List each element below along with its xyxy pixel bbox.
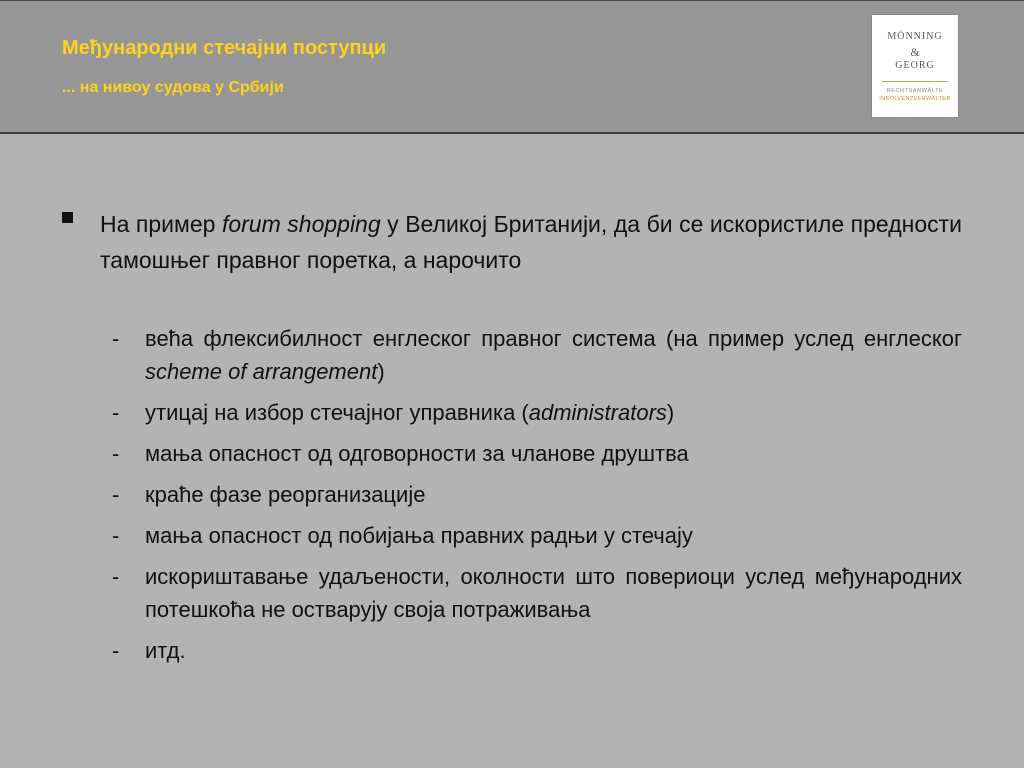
dash-bullet: - xyxy=(112,482,120,507)
slide-header xyxy=(0,0,1024,134)
logo-line-2: & xyxy=(910,45,920,59)
square-bullet-icon xyxy=(62,212,73,223)
logo-line-1: MÖNNING xyxy=(887,31,943,42)
list-item xyxy=(100,560,962,626)
list-item-text: мања опасност од побијања правних радњи у стечају xyxy=(145,523,693,548)
list-item xyxy=(100,396,962,429)
logo-line-4: RECHTSANWÄLTE xyxy=(886,88,944,94)
slide-title: Међународни стечајни поступци xyxy=(62,37,387,59)
list-item-text: итд. xyxy=(145,638,186,663)
list-item xyxy=(100,437,962,470)
list-item-italic: scheme of arrangement xyxy=(145,359,378,384)
slide-subtitle: ... на нивоу судова у Србији xyxy=(62,79,284,96)
list-item-text: искориштавање удаљености, околности што повериоци услед међународних потешкоћа не остварују своја потраживања xyxy=(145,564,962,622)
dash-bullet: - xyxy=(112,400,120,425)
dash-bullet: - xyxy=(112,523,120,548)
list-item xyxy=(100,322,962,388)
dash-bullet: - xyxy=(112,326,120,351)
dash-bullet: - xyxy=(112,441,120,466)
company-logo xyxy=(871,14,959,118)
list-item xyxy=(100,634,962,667)
main-bullet-part2: у Великој Британији, да би се искористиле предности тамошњег правног поретка, а нарочито xyxy=(100,211,962,273)
list-item-text: већа флексибилност енглеског правног система (на пример услед енглеског xyxy=(145,326,962,351)
list-item-text-end: ) xyxy=(377,359,385,384)
main-bullet-italic: forum shopping xyxy=(221,211,381,237)
logo-line-5: INSOLVENZVERWALTER xyxy=(879,96,951,102)
list-item-text-end: ) xyxy=(666,400,675,425)
sub-bullet-list xyxy=(100,322,962,675)
main-bullet-part1: На пример xyxy=(100,211,222,237)
list-item-text: краће фазе реорганизације xyxy=(145,482,426,507)
dash-bullet: - xyxy=(112,564,120,589)
main-bullet-text xyxy=(100,206,962,278)
dash-bullet: - xyxy=(112,638,120,663)
list-item xyxy=(100,519,962,552)
list-item-italic: administrators xyxy=(528,400,667,425)
slide-content xyxy=(0,134,1024,768)
list-item xyxy=(100,478,962,511)
logo-line-3: GEORG xyxy=(895,60,935,71)
logo-divider xyxy=(882,81,948,82)
list-item-text: утицај на избор стечајног управника ( xyxy=(145,400,529,425)
list-item-text: мања опасност од одговорности за чланове друштва xyxy=(145,441,689,466)
